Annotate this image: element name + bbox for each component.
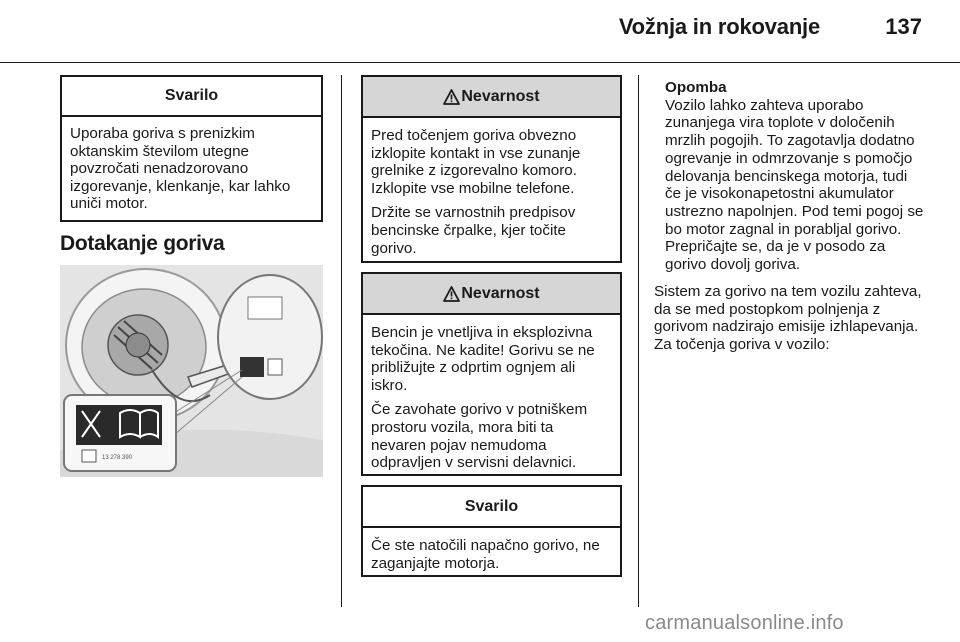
warning-triangle-icon xyxy=(443,89,460,105)
danger-box-2 xyxy=(361,272,622,476)
page-number: 137 xyxy=(885,14,922,39)
column-divider-left xyxy=(341,75,342,607)
danger-box-2-title: Nevarnost xyxy=(461,284,540,302)
header-rule xyxy=(0,62,960,63)
danger-box-1-paragraph: Držite se varnostnih predpisov bencinske črpalke, kjer točite gorivo. xyxy=(371,204,576,257)
fuel-filler-illustration xyxy=(60,265,323,477)
danger-box-2-paragraph: Bencin je vnetljiva in eksplozivna tekočina. Ne kadite! Gorivu se ne približujte z odprtim ognjem ali iskro. xyxy=(371,324,595,394)
danger-box-1-paragraph: Pred točenjem goriva obvezno izklopite kontakt in vse zunanje grelnike z izgorevalno komoro. Izklopite vse mobilne telefone. xyxy=(371,127,581,197)
section-title: Dotakanje goriva xyxy=(60,232,225,255)
danger-box-1-header xyxy=(363,77,620,118)
danger-box-1 xyxy=(361,75,622,263)
danger-box-2-header xyxy=(363,274,620,315)
note-title: Opomba xyxy=(665,79,727,96)
caution-box xyxy=(60,75,323,222)
caution-box-title: Svarilo xyxy=(62,77,321,117)
note-text: Vozilo lahko zahteva uporabo zunanjega vira toplote v določenih mrzlih pogojih. To zagotavlja dodatno ogrevanje in odmrzovanje s pomočjo delovanja bencinskega motorja, tudi če je visokonapetostni akumulator ustrezno napolnjen. Pod temi pogoj se bo motor zagnal in porabljal gorivo. Prepričajte se, da je v posodo za gorivo dovolj goriva. xyxy=(665,96,924,274)
caution-box-2 xyxy=(361,485,622,577)
danger-box-1-title: Nevarnost xyxy=(461,87,540,105)
figure-label-code: 13 278 390 xyxy=(102,455,133,461)
watermark: carmanualsonline.info xyxy=(645,612,844,634)
caution-box-2-text: Če ste natočili napačno gorivo, ne zaganjajte motorja. xyxy=(371,537,600,572)
page-header-title: Vožnja in rokovanje xyxy=(618,14,820,39)
caution-box-2-title: Svarilo xyxy=(363,487,620,528)
column-divider-right xyxy=(638,75,639,607)
warning-triangle-icon xyxy=(443,286,460,302)
caution-box-text: Uporaba goriva s prenizkim oktanskim številom utegne povzročati nenadzorovano izgorevanje, klenkanje, kar lahko uniči motor. xyxy=(70,125,291,213)
note-block xyxy=(665,79,927,274)
body-paragraph: Sistem za gorivo na tem vozilu zahteva, da se med postopkom polnjenja z gorivom nadzirajo emisije izhlapevanja. Za točenja goriva v vozilo: xyxy=(654,283,922,354)
danger-box-2-paragraph: Če zavohate gorivo v potniškem prostoru vozila, mora biti ta nevaren pojav nemudoma odpravljen v servisni delavnici. xyxy=(371,401,588,472)
